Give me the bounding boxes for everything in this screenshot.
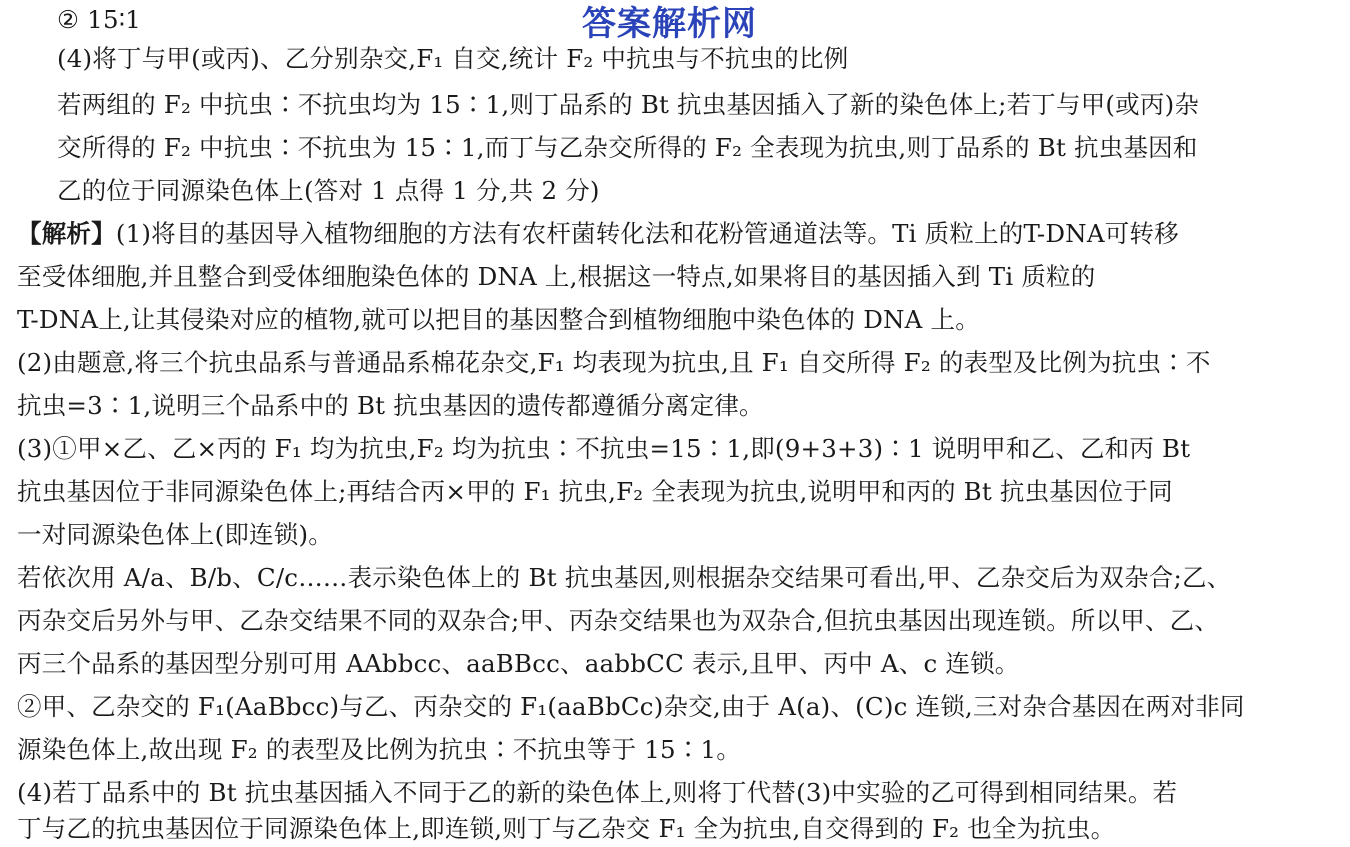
text-line: (2)由题意,将三个抗虫品系与普通品系棉花杂交,F₁ 均表现为抗虫,且 F₁ 自交所得 F₂ 的表型及比例为抗虫∶不	[17, 348, 1211, 377]
text-line: 乙的位于同源染色体上(答对 1 点得 1 分,共 2 分)	[57, 176, 600, 205]
text-line: 源染色体上,故出现 F₂ 的表型及比例为抗虫∶不抗虫等于 15∶1。	[17, 735, 742, 764]
text-line: 丙杂交后另外与甲、乙杂交结果不同的双杂合;甲、丙杂交结果也为双杂合,但抗虫基因出现连锁。所以甲、乙、	[17, 606, 1220, 635]
text-line: 丙三个品系的基因型分别可用 AAbbcc、aaBBcc、aabbCC 表示,且甲、丙中 A、c 连锁。	[17, 649, 1020, 678]
text-line: (3)①甲×乙、乙×丙的 F₁ 均为抗虫,F₂ 均为抗虫∶不抗虫=15∶1,即(9+3+3)∶1 说明甲和乙、乙和丙 Bt	[17, 434, 1191, 463]
watermark: 答案解析网	[582, 4, 757, 44]
text-line: (1)将目的基因导入植物细胞的方法有农杆菌转化法和花粉管通道法等。Ti 质粒上的T-DNA可转移	[115, 219, 1179, 248]
text-line: ②甲、乙杂交的 F₁(AaBbcc)与乙、丙杂交的 F₁(aaBbCc)杂交,由于 A(a)、(C)c 连锁,三对杂合基因在两对非同	[17, 692, 1245, 721]
text-line: 丁与乙的抗虫基因位于同源染色体上,即连锁,则丁与乙杂交 F₁ 全为抗虫,自交得到的 F₂ 也全为抗虫。	[17, 814, 1116, 843]
text-line: 抗虫基因位于非同源染色体上;再结合丙×甲的 F₁ 抗虫,F₂ 全表现为抗虫,说明甲和丙的 Bt 抗虫基因位于同	[17, 477, 1173, 506]
text-line: ② 15∶1	[57, 5, 142, 34]
text-line: T-DNA上,让其侵染对应的植物,就可以把目的基因整合到植物细胞中染色体的 DNA 上。	[17, 305, 980, 334]
text-line: 至受体细胞,并且整合到受体细胞染色体的 DNA 上,根据这一特点,如果将目的基因插入到 Ti 质粒的	[17, 262, 1096, 291]
text-line: 抗虫=3∶1,说明三个品系中的 Bt 抗虫基因的遗传都遵循分离定律。	[17, 391, 764, 420]
text-line: 交所得的 F₂ 中抗虫∶不抗虫为 15∶1,而丁与乙杂交所得的 F₂ 全表现为抗虫,则丁品系的 Bt 抗虫基因和	[57, 133, 1198, 162]
text-line: 若依次用 A/a、B/b、C/c……表示染色体上的 Bt 抗虫基因,则根据杂交结果可看出,甲、乙杂交后为双杂合;乙、	[17, 563, 1232, 592]
text-line: 若两组的 F₂ 中抗虫∶不抗虫均为 15∶1,则丁品系的 Bt 抗虫基因插入了新的染色体上;若丁与甲(或丙)杂	[57, 90, 1200, 119]
analysis-paragraph-1	[17, 217, 1179, 251]
text-line: (4)将丁与甲(或丙)、乙分别杂交,F₁ 自交,统计 F₂ 中抗虫与不抗虫的比例	[57, 44, 849, 73]
text-line: 一对同源染色体上(即连锁)。	[17, 520, 333, 549]
analysis-label: 【解析】	[17, 219, 116, 248]
text-line: (4)若丁品系中的 Bt 抗虫基因插入不同于乙的新的染色体上,则将丁代替(3)中实验的乙可得到相同结果。若	[17, 778, 1178, 807]
